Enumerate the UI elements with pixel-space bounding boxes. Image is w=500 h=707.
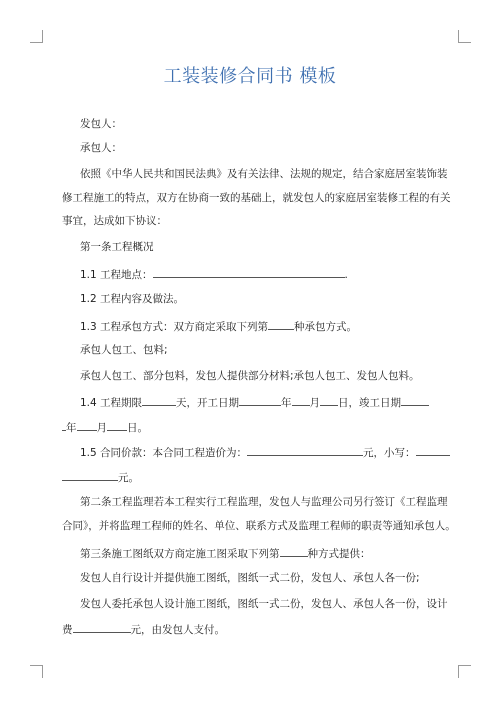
blank-design-fee [73,621,131,633]
blank-price-lower [62,469,118,481]
clause-1-3-text-a: 1.3 工程承包方式：双方商定采取下列第 [80,321,269,333]
clause-1-4-text-e: 日，竣工日期 [338,397,402,409]
article-3-text-b: 种方式提供： [307,548,371,560]
blank-end-day [107,419,127,431]
blank-price-capital [247,444,363,456]
article-1-heading: 第一条工程概况 [80,241,154,253]
clause-1-2: 1.2 工程内容及做法。 [80,293,185,305]
contractee-line: 承包人： [80,142,122,154]
clause-1-4-continued [62,419,442,435]
design-fee-label: 费 [62,624,73,636]
clause-1-4-year: 年 [281,397,292,409]
clause-1-4-text-a: 1.4 工程期限 [80,397,143,409]
article-2-line-1: 第二条工程监理若本工程实行工程监理，发包人与监理公司另行签订《工程监理 [80,496,448,508]
clause-1-3-text-b: 种承包方式。 [294,321,358,333]
article-3-text-a: 第三条施工图纸双方商定施工图采取下列第 [80,548,280,560]
contract-option-2: 承包人包工、部分包料，发包人提供部分材料;承包人包工、发包人包料。 [80,370,420,382]
clause-1-5-continued [62,469,442,485]
drawing-option-1: 发包人自行设计并提供施工图纸，图纸一式二份，发包人、承包人各一份; [80,572,420,584]
blank-project-location [153,266,345,278]
clause-1-4-end-month: 月 [96,422,107,434]
blank-end-month [77,419,97,431]
design-fee-line [62,621,442,637]
clause-1-5-yuan: 元。 [118,472,139,484]
page-corner-bottom-left [30,665,43,678]
clause-1-4-text-b: 天，开工日期 [176,397,240,409]
page-corner-top-left [30,30,43,43]
blank-duration-days [142,394,176,406]
blank-contract-mode [268,318,294,330]
article-3-heading [80,545,442,561]
blank-end-year-start [401,394,429,406]
clause-1-5 [80,444,442,460]
drawing-option-2: 发包人委托承包人设计施工图纸，图纸一式二份，发包人、承包人各一份，设计 [80,598,448,610]
page-corner-top-right [458,30,471,43]
clause-1-1-end: . [344,269,348,281]
clause-1-4-end-year: 年 [66,422,77,434]
clause-1-5-text-a: 1.5 合同价款：本合同工程造价为： [80,447,248,459]
clause-1-3 [80,318,442,334]
blank-price-lower-start [416,444,450,456]
document-title: 工装装修合同书 模板 [163,66,337,87]
clause-1-5-text-b: 元，小写： [363,447,416,459]
design-fee-text: 元，由发包人支付。 [130,624,225,636]
blank-start-month [292,394,310,406]
clause-1-4 [80,394,442,410]
page-corner-bottom-right [458,665,471,678]
blank-drawing-mode [280,545,308,557]
intro-line-3: 事宜，达成如下协议： [62,215,167,227]
blank-start-day [320,394,338,406]
intro-line-2: 修工程施工的特点，双方在协商一致的基础上，就发包人的家庭居室装修工程的有关 [62,192,451,204]
intro-line-1: 依照《中华人民共和国民法典》及有关法律、法规的规定，结合家庭居室装饰装 [80,168,448,180]
clause-1-1 [80,266,442,282]
contract-option-1: 承包人包工、包料; [80,344,168,356]
clause-1-4-month: 月 [309,397,321,409]
article-2-line-2: 合同》，并将监理工程师的姓名、单位、联系方式及监理工程师的职责等通知承包人。 [62,520,456,532]
clause-1-1-label: 1.1 工程地点： [80,269,153,281]
clause-1-4-end-day: 日。 [127,422,148,434]
blank-start-year [239,394,281,406]
contractor-line: 发包人： [80,118,122,130]
